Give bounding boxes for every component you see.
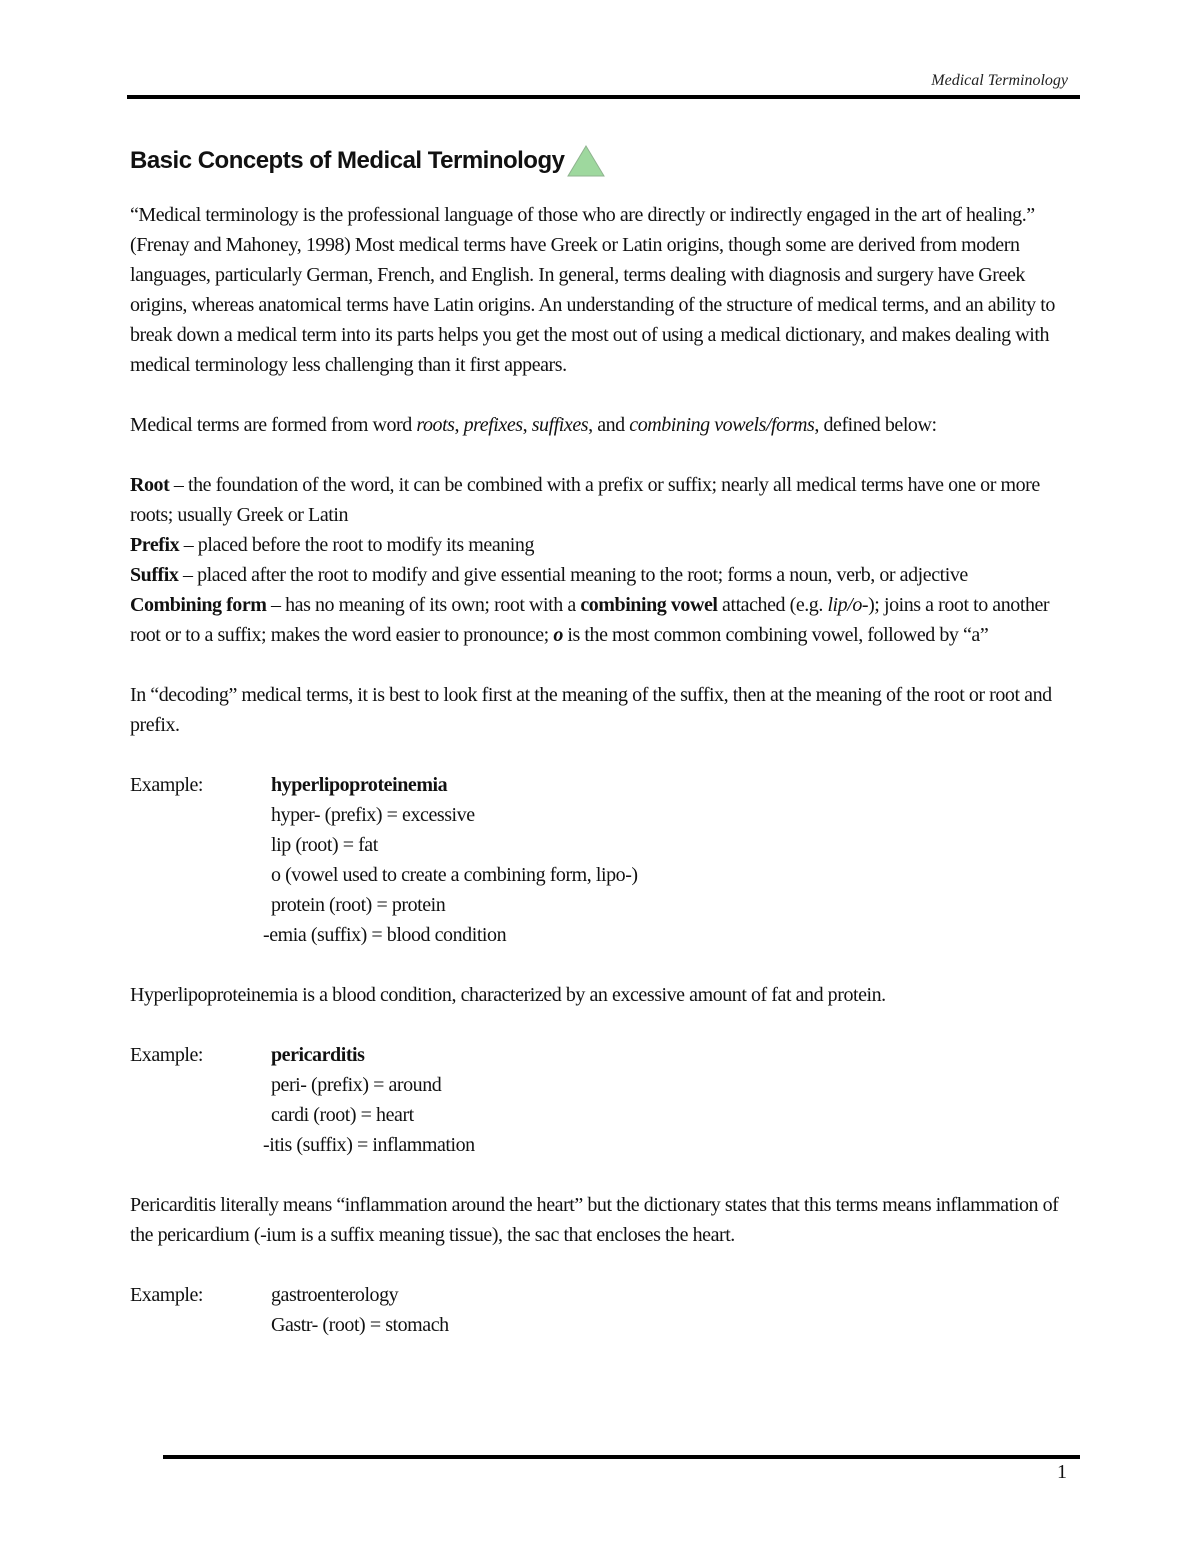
definition-text: attached (e.g. bbox=[717, 594, 828, 616]
running-header: Medical Terminology bbox=[931, 72, 1068, 89]
header-rule bbox=[127, 95, 1080, 99]
page-title-text: Basic Concepts of Medical Terminology bbox=[130, 147, 565, 174]
breakdown-line: -itis (suffix) = inflammation bbox=[263, 1134, 475, 1156]
term-suffixes: suffixes bbox=[531, 414, 589, 436]
term-combining: combining vowels/forms bbox=[629, 414, 815, 436]
breakdown-line: hyper- (prefix) = excessive bbox=[271, 804, 475, 826]
definition-text: – has no meaning of its own; root with a bbox=[266, 594, 581, 616]
example-breakdown bbox=[263, 1040, 1080, 1160]
breakdown-line: o (vowel used to create a combining form, lipo-) bbox=[271, 864, 638, 886]
example-summary: Pericarditis literally means “inflammation around the heart” but the dictionary states that this terms means inflammation of the pericardium (-ium is a suffix meaning tissue), the sac that encloses the heart. bbox=[130, 1194, 1059, 1246]
term-prefixes: prefixes bbox=[463, 414, 523, 436]
definition-text: ); joins a root to another root or to a suffix; makes the word easier to pronounce; bbox=[130, 594, 1050, 646]
separator: , and bbox=[588, 414, 630, 436]
formed-text: Medical terms are formed from word bbox=[130, 414, 417, 436]
example-label: Example: bbox=[130, 1044, 204, 1066]
breakdown-line: protein (root) = protein bbox=[271, 894, 446, 916]
example-label: Example: bbox=[130, 1284, 204, 1306]
example-breakdown bbox=[271, 1280, 1080, 1340]
page-number: 1 bbox=[1057, 1461, 1067, 1483]
definition-root bbox=[130, 470, 1080, 530]
formed-paragraph bbox=[130, 410, 1080, 440]
definition-text: is the most common combining vowel, followed by “a” bbox=[562, 624, 989, 646]
definition-term: Prefix bbox=[130, 534, 180, 556]
example-block bbox=[130, 770, 1080, 950]
definition-suffix bbox=[130, 560, 1080, 590]
definition-combining-form bbox=[130, 590, 1080, 650]
breakdown-line: Gastr- (root) = stomach bbox=[271, 1314, 449, 1336]
breakdown-line: -emia (suffix) = blood condition bbox=[263, 924, 507, 946]
breakdown-line: cardi (root) = heart bbox=[271, 1104, 414, 1126]
definition-text: – the foundation of the word, it can be combined with a prefix or suffix; nearly all medical terms have one or more roots; usually Greek or Latin bbox=[130, 474, 1040, 526]
green-triangle-icon bbox=[566, 144, 606, 178]
separator: , bbox=[454, 414, 464, 436]
example-summary: Hyperlipoproteinemia is a blood condition, characterized by an excessive amount of fat and protein. bbox=[130, 984, 886, 1006]
definition-text: – placed before the root to modify its meaning bbox=[179, 534, 534, 556]
example-term: pericarditis bbox=[271, 1044, 365, 1066]
definition-prefix bbox=[130, 530, 1080, 560]
definition-text: – placed after the root to modify and give essential meaning to the root; forms a noun, verb, or adjective bbox=[178, 564, 968, 586]
example-label: Example: bbox=[130, 774, 204, 796]
breakdown-line: peri- (prefix) = around bbox=[271, 1074, 442, 1096]
definition-emphasis: o bbox=[553, 624, 563, 646]
term-roots: roots bbox=[416, 414, 455, 436]
intro-paragraph: “Medical terminology is the professional language of those who are directly or indirectly engaged in the art of healing.” (Frenay and Mahoney, 1998) Most medical terms have Greek or Latin origins, though some are derived from modern languages, particularly German, French, and English. In general, terms dealing with diagnosis and surgery have Greek origins, whereas anatomical terms have Latin origins. An understanding of the structure of medical terms, and an ability to break down a medical term into its parts helps you get the most out of using a medical dictionary, and makes dealing with medical terminology less challenging than it first appears. bbox=[130, 204, 1055, 376]
definition-term: Combining form bbox=[130, 594, 267, 616]
breakdown-line: lip (root) = fat bbox=[271, 834, 378, 856]
decoding-paragraph: In “decoding” medical terms, it is best to look first at the meaning of the suffix, then at the meaning of the root or root and prefix. bbox=[130, 684, 1052, 736]
example-term: hyperlipoproteinemia bbox=[271, 774, 448, 796]
example-block bbox=[130, 1040, 1080, 1160]
example-block bbox=[130, 1280, 1080, 1340]
example-breakdown bbox=[263, 770, 1080, 950]
definition-term: Suffix bbox=[130, 564, 179, 586]
definition-term: Root bbox=[130, 474, 170, 496]
separator: , bbox=[522, 414, 532, 436]
definition-emphasis: combining vowel bbox=[580, 594, 718, 616]
example-term: gastroenterology bbox=[271, 1284, 399, 1306]
formed-text-end: , defined below: bbox=[814, 414, 937, 436]
page-title bbox=[130, 144, 606, 178]
definition-example: lip/o- bbox=[827, 594, 869, 616]
document-body bbox=[130, 200, 1080, 1340]
footer-rule bbox=[163, 1455, 1080, 1459]
